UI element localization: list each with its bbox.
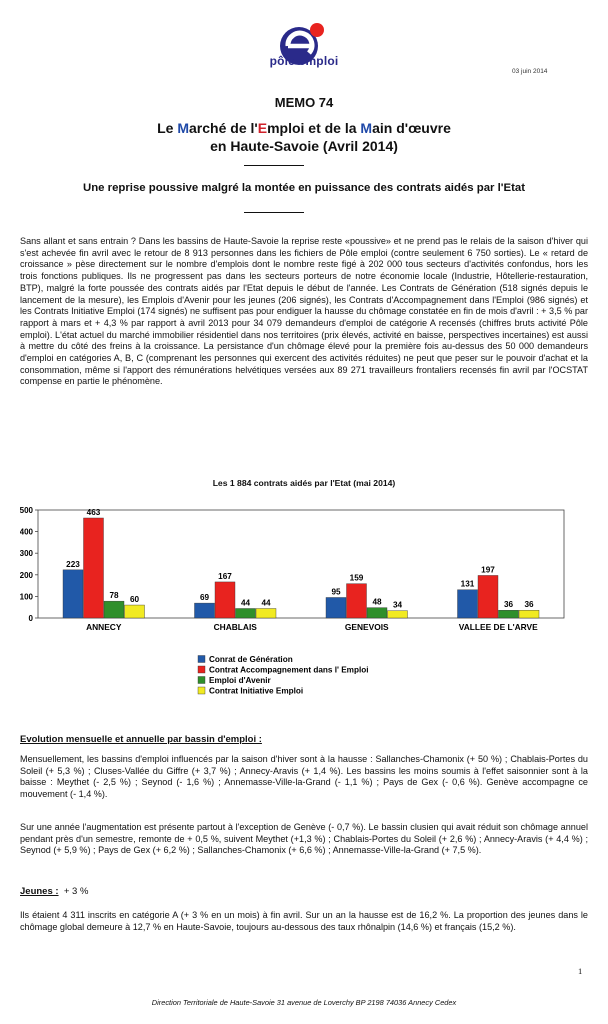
y-tick-label: 300	[20, 549, 33, 559]
title-line-1	[0, 120, 608, 136]
title-segment: ain d'œuvre	[372, 120, 451, 136]
bar-value-label: 44	[240, 598, 251, 608]
y-tick-label: 400	[20, 527, 33, 537]
bar	[236, 608, 256, 618]
annual-evolution-paragraph: Sur une année l'augmentation est présente partout à l'exception de Genève (- 0,7 %). Le bassin clusien qui avait réduit son chômage annuel pendant près d'un semestre, remonte de + 0,5 %, suivent Meythet (+1,3 %) ; Chablais-Portes du Soleil (+ 2,6 %) ; Annecy-Aravis (+ 4,4 %) ; Seynod (+ 5,9 %) ; Pays de Gex (+ 6,2 %) ; Sallanches-Chamonix (+ 6,6 %) ; Annemasse-Ville-la-Grand (+ 7,5 %).	[20, 822, 588, 856]
bar-value-label: 44	[261, 598, 271, 608]
category-label: CHABLAIS	[213, 622, 257, 632]
y-tick-label: 100	[20, 592, 33, 602]
bar	[104, 601, 124, 618]
bar	[326, 597, 346, 618]
bar	[458, 590, 478, 618]
bar	[519, 610, 539, 618]
y-tick-label: 0	[28, 614, 33, 623]
bar-value-label: 463	[86, 507, 101, 517]
bar-value-label: 34	[392, 600, 403, 610]
title-segment: Le	[157, 120, 178, 136]
memo-number: MEMO 74	[274, 95, 334, 110]
bar	[388, 611, 408, 618]
bar	[347, 584, 367, 618]
bar	[256, 608, 276, 618]
logo-red-dot	[310, 23, 324, 37]
document-date: 03 juin 2014	[512, 68, 548, 75]
youth-paragraph: Ils étaient 4 311 inscrits en catégorie A (+ 3 % en un mois) à fin avril. Sur un an la hausse est de 16,2 %. La proportion des jeunes dans le chômage global demeure à 12,7 % en Haute-Savoie, toujours au-dessous des taux rhônalpin (14,6 %) et français (15,2 %).	[20, 910, 588, 932]
bar-value-label: 48	[372, 597, 382, 607]
bar-value-label: 95	[331, 587, 341, 597]
y-tick-label: 500	[20, 506, 33, 515]
title-segment: M	[360, 120, 373, 136]
youth-heading	[20, 886, 88, 897]
title-line-2: en Haute-Savoie (Avril 2014)	[210, 138, 398, 154]
bar-value-label: 197	[481, 565, 495, 575]
bar-value-label: 36	[524, 600, 534, 610]
legend-swatch	[198, 656, 205, 663]
pole-emploi-logo	[256, 14, 342, 78]
footer-address: Direction Territoriale de Haute-Savoie 31 avenue de Loverchy BP 2198 74036 Annecy Cedex	[151, 998, 457, 1007]
bar	[84, 518, 104, 618]
bar-value-label: 131	[460, 579, 475, 589]
y-tick-label: 200	[20, 570, 33, 580]
bar-value-label: 60	[129, 595, 140, 605]
legend-swatch	[198, 666, 205, 673]
legend-label: Emploi d'Avenir	[209, 676, 271, 685]
subtitle: Une reprise poussive malgré la montée en puissance des contrats aidés par l'Etat	[82, 182, 526, 194]
bar	[195, 603, 215, 618]
bar	[499, 610, 519, 618]
legend-label: Conrat de Génération	[209, 655, 293, 664]
bar	[478, 575, 498, 618]
category-label: ANNECY	[86, 622, 122, 632]
youth-heading-value: + 3 %	[63, 886, 89, 897]
page-number: 1	[578, 966, 583, 976]
divider-top	[244, 165, 304, 166]
category-label: GENEVOIS	[344, 622, 389, 632]
title-segment: arché de l'	[189, 120, 258, 136]
legend-swatch	[198, 677, 205, 684]
bar-value-label: 167	[218, 571, 232, 581]
bar	[367, 608, 387, 618]
category-label: VALLEE DE L'ARVE	[458, 622, 538, 632]
title-segment: mploi et de la	[267, 120, 361, 136]
bar-value-label: 69	[199, 593, 210, 603]
divider-bottom	[244, 212, 304, 213]
bar-value-label: 36	[503, 600, 514, 610]
section-heading: Evolution mensuelle et annuelle par bassin d'emploi :	[20, 734, 262, 745]
bar-value-label: 159	[349, 573, 364, 583]
title-segment: M	[177, 120, 190, 136]
logo-text: pôle emploi	[269, 54, 339, 68]
bar-value-label: 78	[109, 591, 119, 601]
bar	[125, 605, 145, 618]
title-segment: E	[257, 120, 268, 136]
legend-label: Contrat Accompagnement dans l' Emploi	[209, 665, 369, 675]
legend-label: Contrat Initiative Emploi	[209, 686, 304, 696]
bar-value-label: 223	[66, 559, 80, 569]
bar	[215, 582, 235, 618]
youth-heading-label: Jeunes :	[20, 886, 59, 897]
contracts-bar-chart	[20, 494, 588, 730]
monthly-evolution-paragraph: Mensuellement, les bassins d'emploi influencés par la saison d'hiver sont à la hausse : Sallanches-Chamonix (+ 50 %) ; Chablais-Portes du Soleil (+ 5,3 %) ; Cluses-Vallée du Giffre (+ 3,7 %) ; Annecy-Aravis (+ 1,4 %). Les bassins les moins soumis à l'effet saisonnier sont à la baisse : Meythet (- 2,5 %) ; Seynod (- 1,6 %) ; Annemasse-Ville-la-Grand (- 1,1 %) ; Pays de Gex (- 0,6 %). Genève accompagne ce mouvement (- 1,4 %).	[20, 754, 588, 799]
legend-swatch	[198, 687, 205, 694]
bar	[63, 570, 83, 618]
intro-paragraph: Sans allant et sans entrain ? Dans les bassins de Haute-Savoie la reprise reste «poussive» et ne prend pas le relais de la saison d'hiver qui s'est achevée fin avril avec le retour de 8 913 personnes dans les fichiers de Pôle emploi (contre seulement 6 750 sorties). Le « retard de croissance » pèse directement sur le nombre d'emplois dont le nombre reste figé à 202 000 tous secteurs d'activités confondus, hors les trois fonctions publiques. Ils ne progressent pas dans les secteurs porteurs de notre économie locale (Industrie, Hôtellerie-restauration, BTP), malgré la forte poussée des contrats aidés par l'Etat depuis le début de l'année. Les Contrats de Génération (518 signés depuis le lancement de la mesure), les Emplois d'Avenir pour les jeunes (206 signés), les Contrats d'Accompagnement dans l'Emploi (986 signés) et les Contrats Initiative Emploi (174 signés) ne suffisent pas pour endiguer la hausse du chômage constatée en fin de mois d'avril : + 3,5 % par rapport à mars et + 4,3 % par rapport à avril 2013 pour 34 079 demandeurs d'emploi de catégorie A recensés (chiffres bruts activité Pôle emploi). L'état actuel du marché immobilier résidentiel dans nos territoires (prix élevés, activité en baisse, perspectives incertaines) est aussi à mettre du côté des freins à la croissance. La persistance d'un chômage élevé pour la première fois au-dessus des 50 000 demandeurs d'emploi en catégories A, B, C (comprenant les personnes qui exercent des activités réduites) ne peut que peser sur le pouvoir d'achat et la consommation, même si l'apport des rémunérations helvétiques versées aux 89 271 travailleurs frontaliers recensés fin avril par l'OCSTAT compense en partie le phénomène.	[20, 236, 588, 387]
chart-title: Les 1 884 contrats aidés par l'Etat (mai 2014)	[212, 478, 396, 488]
